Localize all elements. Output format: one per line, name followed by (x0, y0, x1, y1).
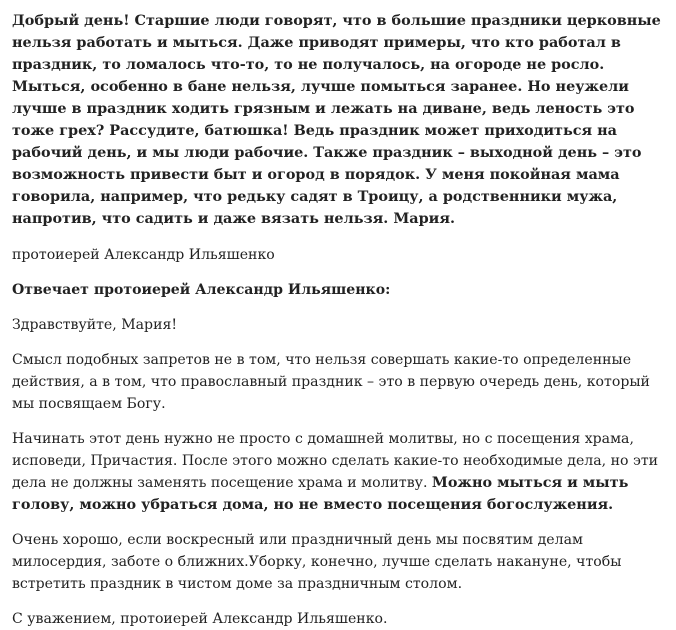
answer-paragraph-1: Смысл подобных запретов не в том, что нельзя совершать какие-то определенные действия, а в том, что православный праздник – это в первую очередь день, который мы посвящаем Богу. (12, 352, 650, 412)
question-text: Добрый день! Старшие люди говорят, что в большие праздники церковные нельзя работать и мыться. Даже приводят примеры, что кто работал в праздник, то ломалось что-то, то не получалось, на огороде не росло. Мыться, особенно в бане нельзя, лучше помыться заранее. Но неужели лучше в праздник ходить грязным и лежать на диване, ведь леность это тоже грех? Рассудите, батюшка! Ведь праздник может приходиться на рабочий день, и мы люди рабочие. Также праздник – выходной день – это возможность привести быт и огород в порядок. У меня покойная мама говорила, например, что редьку садят в Троицу, а родственники мужа, напротив, что садить и даже вязать нельзя. Мария. (12, 12, 661, 227)
answer-heading: Отвечает протоиерей Александр Ильяшенко: (12, 282, 391, 298)
signature: С уважением, протоиерей Александр Ильяшенко. (12, 611, 388, 627)
answer-paragraph-2 (12, 428, 662, 516)
answer-paragraph-2-plain: Начинать этот день нужно не просто с домашней молитвы, но с посещения храма, исповеди, Причастия. После этого можно сделать какие-то необходимые дела, но эти дела не должны заменять посещение храма и молитву. (12, 431, 659, 491)
answer-paragraph-2-bold: Можно мыться и мыть голову, можно убраться дома, но не вместо посещения богослужения. (12, 474, 629, 513)
answer-paragraph-3: Очень хорошо, если воскресный или праздничный день мы посвятим делам милосердия, заботе о ближних.Уборку, конечно, лучше сделать накануне, чтобы встретить праздник в чистом доме за праздничным столом. (12, 532, 622, 592)
author-name: протоиерей Александр Ильяшенко (12, 247, 275, 263)
greeting: Здравствуйте, Мария! (12, 317, 178, 333)
